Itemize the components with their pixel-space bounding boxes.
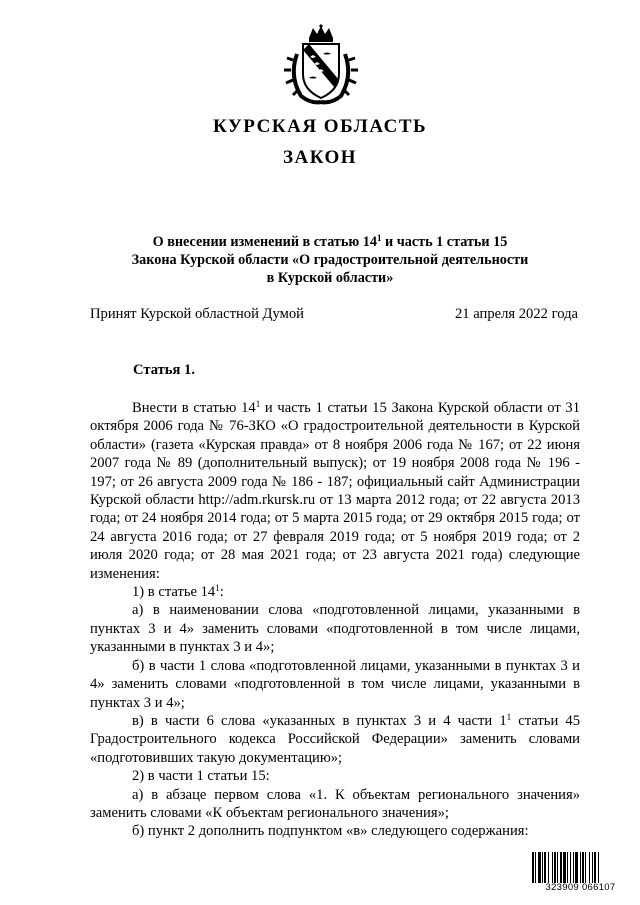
item-2a: а) в абзаце первом слова «1. К объектам регионального значения» заменить словами «К объектам регионального значения»; bbox=[90, 786, 580, 821]
article-body bbox=[90, 399, 580, 841]
barcode-bar bbox=[567, 852, 568, 883]
barcode-bar bbox=[563, 852, 566, 883]
intro-text-a: Внести в статью 14 bbox=[132, 400, 256, 416]
item-2b: б) пункт 2 дополнить подпунктом «в» следующего содержания: bbox=[132, 823, 529, 840]
subject-sup: 1 bbox=[376, 233, 382, 243]
subject-line-3: в Курской области» bbox=[266, 270, 394, 286]
barcode-bar bbox=[535, 852, 536, 883]
region-heading: КУРСКАЯ ОБЛАСТЬ bbox=[212, 116, 428, 137]
barcode-number: 323909 066107 bbox=[545, 882, 616, 893]
adoption-line bbox=[90, 306, 578, 323]
coat-of-arms-icon bbox=[283, 24, 359, 106]
barcode-bar bbox=[592, 852, 593, 883]
barcode-bar bbox=[542, 852, 543, 883]
document-type-heading: ЗАКОН bbox=[282, 147, 358, 168]
subject-line-2: Закона Курской области «О градостроительной деятельности bbox=[131, 252, 529, 268]
law-subject bbox=[90, 233, 570, 287]
item-1-text-b: : bbox=[219, 584, 224, 601]
barcode-icon bbox=[531, 852, 630, 883]
item-1a: а) в наименовании слова «подготовленной лицами, указанными в пунктах 3 и 4» заменить словами «подготовленной в том числе лицами, указанными в пунктах 3 и 4»; bbox=[90, 602, 580, 656]
barcode-bar bbox=[582, 852, 584, 883]
barcode bbox=[531, 852, 630, 893]
barcode-bar bbox=[570, 852, 571, 883]
adopted-by: Принят Курской областной Думой bbox=[90, 306, 304, 322]
barcode-bar bbox=[557, 852, 558, 883]
barcode-bar bbox=[580, 852, 581, 883]
barcode-bar bbox=[544, 852, 546, 883]
barcode-bar bbox=[532, 852, 534, 883]
item-1-sup: 1 bbox=[215, 583, 220, 594]
item-1c-text-a: в) в части 6 слова «указанных в пунктах 3 и 4 части 1 bbox=[132, 712, 507, 729]
barcode-bar bbox=[552, 852, 553, 883]
barcode-bar bbox=[573, 852, 574, 883]
intro-text-b: и часть 1 статьи 15 Закона Курской области от 31 октября 2006 года № 76-ЗКО «О градостроительной деятельности в Курской области» (газета «Курская правда» от 8 ноября 2006 года № 167; от 22 июня 2007 года № 89 (дополнительный выпуск); от 19 ноября 2008 года № 196 - 197; от 26 августа 2009 года № 186 - 187; официальный сайт Администрации Курской области http://adm.rkursk.ru от 13 марта 2012 года; от 22 августа 2013 года; от 24 ноября 2014 года; от 5 марта 2015 года; от 29 октября 2015 года; от 24 августа 2016 года; от 27 февраля 2019 года; от 5 ноября 2019 года; от 2 июля 2020 года; от 28 мая 2021 года; от 23 августа 2021 года) следующие изменения: bbox=[90, 400, 580, 582]
subject-line-1b: и часть 1 статьи 15 bbox=[381, 234, 508, 250]
barcode-bar bbox=[575, 852, 578, 883]
barcode-bar bbox=[548, 852, 549, 883]
adoption-date: 21 апреля 2022 года bbox=[455, 306, 578, 322]
item-1b: б) в части 1 слова «подготовленной лицами, указанными в пунктах 3 и 4» заменить словами «подготовленной в том числе лицами, указанными в пунктах 3 и 4»; bbox=[90, 657, 580, 711]
barcode-bar bbox=[594, 852, 596, 883]
barcode-bar bbox=[589, 852, 590, 883]
item-1 bbox=[90, 583, 580, 601]
barcode-bar bbox=[538, 852, 541, 883]
item-2: 2) в части 1 статьи 15: bbox=[132, 768, 270, 785]
barcode-bar bbox=[585, 852, 586, 883]
item-1c-sup: 1 bbox=[506, 711, 512, 722]
item-1c bbox=[90, 712, 580, 767]
barcode-bar bbox=[560, 852, 562, 883]
barcode-bar bbox=[554, 852, 556, 883]
article-intro bbox=[90, 399, 580, 583]
intro-sup: 1 bbox=[255, 399, 261, 409]
item-1c-text-b: статьи 45 Градостроительного кодекса Российской Федерации» заменить словами «подготовивших такую документацию»; bbox=[90, 712, 581, 766]
item-1-text-a: 1) в статье 14 bbox=[132, 584, 216, 601]
barcode-bar bbox=[598, 852, 599, 883]
article-title: Статья 1. bbox=[133, 362, 195, 378]
subject-line-1a: О внесении изменений в статью 14 bbox=[152, 234, 377, 250]
